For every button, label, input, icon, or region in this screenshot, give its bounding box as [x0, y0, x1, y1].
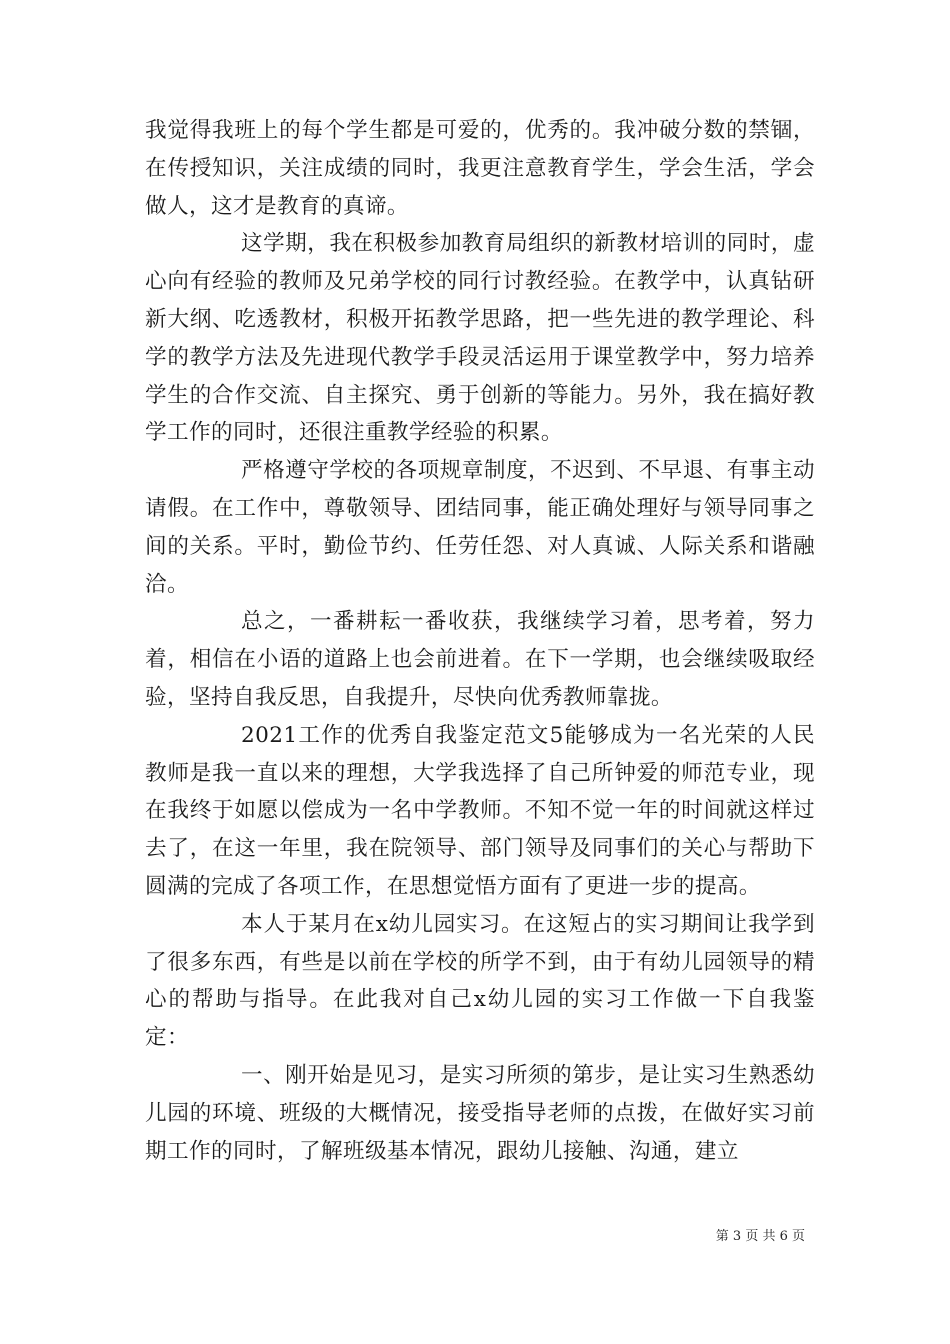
paragraph-7: 一、刚开始是见习，是实习所须的第步，是让实习生熟悉幼儿园的环境、班级的大概情况，接受指导老师的点拨，在做好实习前期工作的同时，了解班级基本情况，跟幼儿接触、沟通，建立 — [145, 1062, 815, 1164]
paragraph-4: 总之，一番耕耘一番收获，我继续学习着，思考着，努力着，相信在小语的道路上也会前进着。在下一学期，也会继续吸取经验，坚持自我反思，自我提升，尽快向优秀教师靠拢。 — [145, 609, 815, 710]
page-number-footer: 第 3 页 共 6 页 — [715, 1229, 805, 1244]
paragraph-5: 2021工作的优秀自我鉴定范文5能够成为一名光荣的人民教师是我一直以来的理想，大学我选择了自己所钟爱的师范专业，现在我终于如愿以偿成为一名中学教师。不知不觉一年的时间就这样过去了，在这一年里，我在院领导、部门领导及同事们的关心与帮助下圆满的完成了各项工作，在思想觉悟方面有了更进一步的提高。 — [145, 722, 815, 899]
paragraph-3: 严格遵守学校的各项规章制度，不迟到、不早退、有事主动请假。在工作中，尊敬领导、团结同事，能正确处理好与领导同事之间的关系。平时，勤俭节约、任劳任怨、对人真诚、人际关系和谐融洽。 — [145, 458, 815, 597]
document-body — [145, 112, 815, 1170]
paragraph-2: 这学期，我在积极参加教育局组织的新教材培训的同时，虚心向有经验的教师及兄弟学校的同行讨教经验。在教学中，认真钻研新大纲、吃透教材，积极开拓教学思路，把一些先进的教学理论、科学的教学方法及先进现代教学手段灵活运用于课堂教学中，努力培养学生的合作交流、自主探究、勇于创新的等能力。另外，我在搞好教学工作的同时，还很注重教学经验的积累。 — [145, 231, 815, 446]
paragraph-1: 我觉得我班上的每个学生都是可爱的，优秀的。我冲破分数的禁锢，在传授知识，关注成绩的同时，我更注意教育学生，学会生活，学会做人，这才是教育的真谛。 — [145, 118, 815, 219]
paragraph-6: 本人于某月在x幼儿园实习。在这短占的实习期间让我学到了很多东西，有些是以前在学校的所学不到，由于有幼儿园领导的精心的帮助与指导。在此我对自己x幼儿园的实习工作做一下自我鉴定： — [145, 911, 815, 1051]
